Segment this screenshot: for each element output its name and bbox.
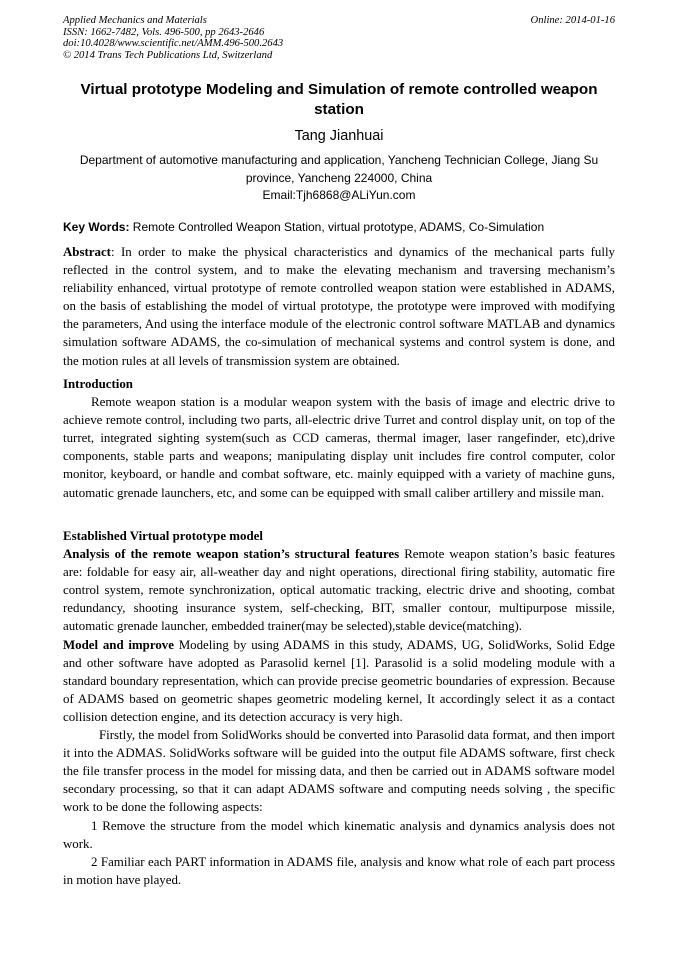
- introduction-section: [63, 375, 615, 502]
- abstract-label: Abstract: [63, 245, 111, 259]
- issn-line: ISSN: 1662-7482, Vols. 496-500, pp 2643-2646: [63, 26, 265, 38]
- list-item-1: 1 Remove the structure from the model which kinematic analysis and dynamics analysis does not work.: [63, 818, 615, 851]
- model-label: Model and improve: [63, 637, 174, 652]
- doi-line: doi:10.4028/www.scientific.net/AMM.496-500.2643: [63, 38, 284, 50]
- journal-name: Applied Mechanics and Materials: [63, 15, 207, 26]
- journal-header: [63, 15, 283, 61]
- author-name: Tang Jianhuai: [294, 128, 384, 144]
- introduction-paragraph: Remote weapon station is a modular weapon system with the basis of image and electric drive to achieve remote control, including two parts, all-electric drive Turret and control display unit, on top of the turret, integrated sighting system(such as CCD cameras, thermal imager, laser rangefinder, etc),drive components, stable parts and weapons; manipulating display unit includes fire control computer, color monitor, keyboard, or handle and combat software, etc. mainly equipped with a variety of machine guns, automatic grenade launchers, etc, and some can be equipped with small caliber artillery and missile man.: [63, 395, 615, 500]
- affiliation: [63, 152, 615, 205]
- abstract-text: : In order to make the physical characteristics and dynamics of the mechanical parts fully reflected in the control system, and to make the elevating mechanism and traversing mechanism’s reliability enhanced, virtual prototype of remote controlled weapon station were established in ADAMS, on the basis of establishing the model of virtual prototype, the prototype were improved with modifying the parameters, And using the interface module of the electronic control software MATLAB and dynamics simulation software ADAMS, the co-simulation of mechanical systems and control system is done, and the motion rules at all levels of transmission system are obtained.: [63, 245, 615, 368]
- affiliation-line-1: Department of automotive manufacturing and application, Yancheng Technician College, Jiang Su: [79, 153, 599, 167]
- firstly-paragraph: Firstly, the model from SolidWorks should be converted into Parasolid data format, and then import it into the ADMAS. SolidWorks software will be guided into the output file ADAMS software, first check the file transfer process in the model for missing data, and then be carried out in ADAMS software model secondary processing, so that it can adapt ADAMS software and computing needs solving , the specific work to be done the following aspects:: [63, 728, 615, 815]
- analysis-label: Analysis of the remote weapon station’s structural features: [63, 547, 400, 562]
- keywords-label: Key Words:: [63, 220, 130, 234]
- keywords: [63, 219, 615, 235]
- model-text: Modeling by using ADAMS in this study, ADAMS, UG, SolidWorks, Solid Edge and other software have adopted as Parasolid kernel [1]. Parasolid is a solid modeling module with a standard boundary representation, which can provide precise geometric boundaries of expression. Because of ADAMS based on geometric shapes geometric modeling kernel, It accordingly select it as a contact collision detection engine, and its detection accuracy is very high.: [63, 637, 616, 724]
- title-line-1: Virtual prototype Modeling and Simulation of remote controlled weapon: [80, 81, 598, 98]
- online-date: Online: 2014-01-16: [530, 15, 615, 26]
- model-section: [63, 527, 615, 889]
- title-line-2: station: [314, 101, 364, 118]
- abstract: [63, 243, 615, 370]
- section-heading: Established Virtual prototype model: [63, 529, 263, 543]
- list-item-2: 2 Familiar each PART information in ADAMS file, analysis and know what role of each part process in motion have played.: [63, 854, 615, 887]
- analysis-paragraph: [63, 545, 615, 635]
- author-email: Email:Tjh6868@ALiYun.com: [262, 188, 416, 202]
- affiliation-line-2: province, Yancheng 224000, China: [245, 170, 433, 185]
- analysis-text: Remote weapon station’s basic features are: foldable for easy air, all-weather day and night operations, directional firing stability, automatic fire control system, remote synchronization, optical automatic tracking, electric drive and shooting, combat redundancy, shooting insurance system, self-checking, BIT, smaller contour, multipurpose missile, automatic grenade launcher, embedded trainer(may be selected),stable device(matching).: [63, 547, 615, 634]
- paper-title: [63, 80, 615, 120]
- model-paragraph: [63, 636, 615, 726]
- keywords-text: Remote Controlled Weapon Station, virtual prototype, ADAMS, Co-Simulation: [129, 220, 545, 234]
- copyright-line: © 2014 Trans Tech Publications Ltd, Switzerland: [63, 49, 273, 61]
- introduction-heading: Introduction: [63, 377, 133, 391]
